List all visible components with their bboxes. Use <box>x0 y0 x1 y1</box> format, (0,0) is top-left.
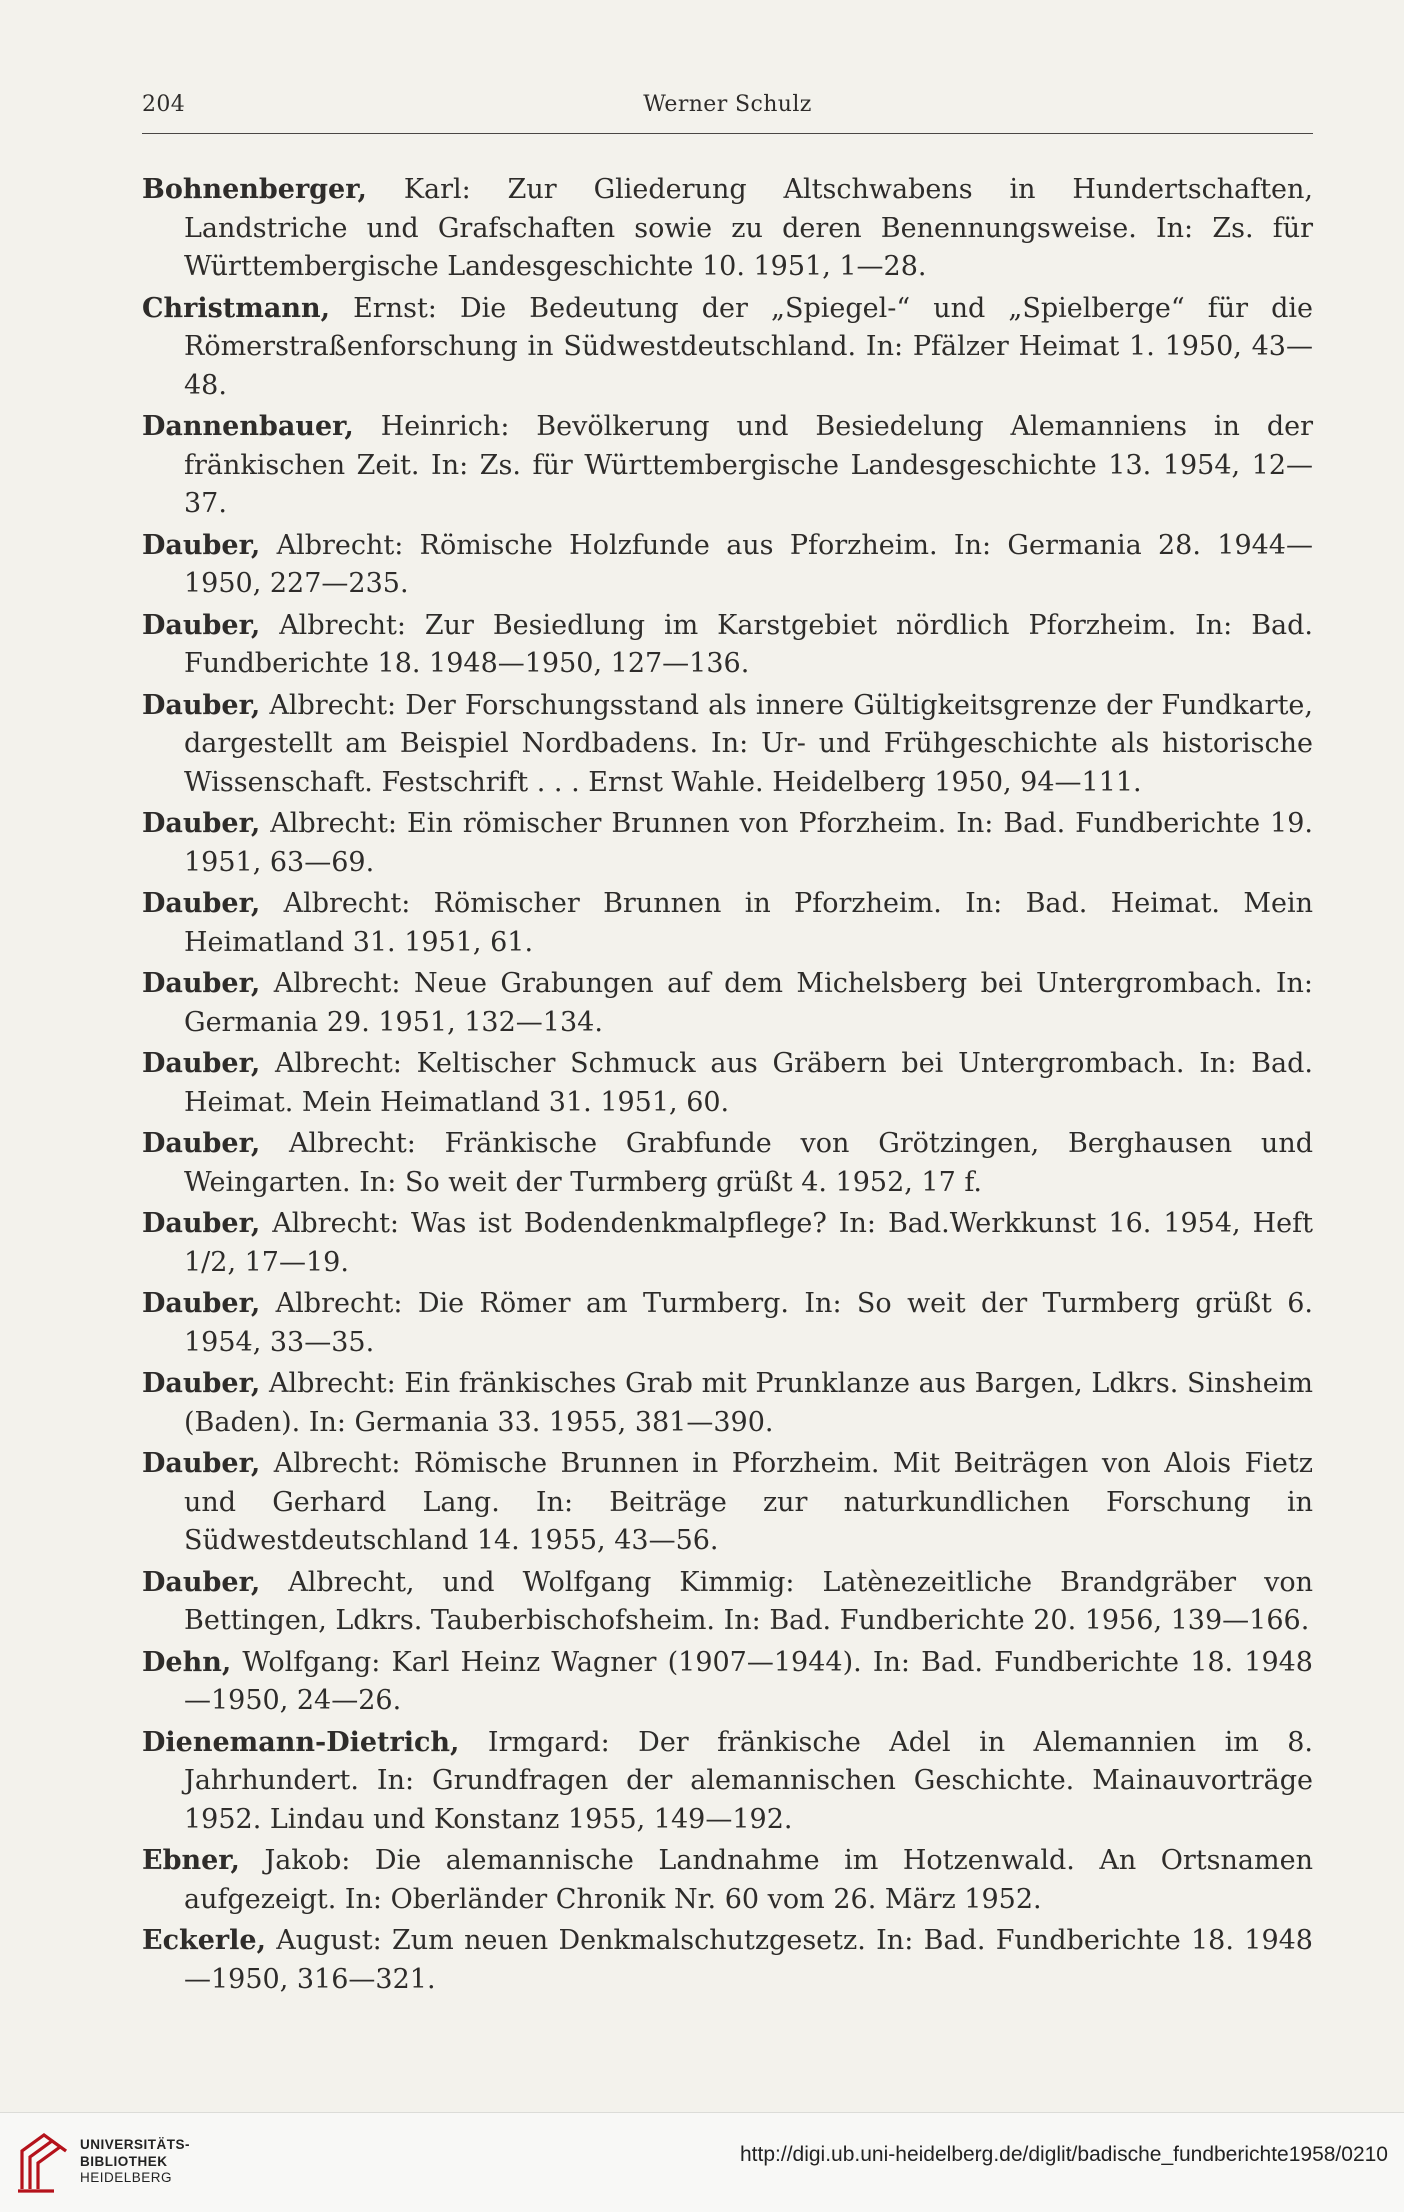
entry-author: Dienemann-Dietrich, <box>142 1726 460 1758</box>
entry-author: Dauber, <box>142 1566 261 1598</box>
bibliography-entry <box>142 1045 1313 1122</box>
bibliography-entry <box>142 1644 1313 1721</box>
entry-author: Dehn, <box>142 1646 232 1678</box>
bibliography-list <box>142 171 1313 2002</box>
bibliography-entry <box>142 408 1313 524</box>
entry-author: Dauber, <box>142 1128 261 1159</box>
entry-text: Irmgard: Der fränkische Adel in Alemannien im 8. Jahrhundert. In: Grundfragen der alemannischen Geschichte. Mainauvorträge 1952. Lindau und Konstanz 1955, 149—192. <box>184 1726 1313 1835</box>
bibliography-entry <box>142 607 1313 684</box>
entry-author: Dauber, <box>142 1288 261 1319</box>
page-number: 204 <box>142 92 186 117</box>
bibliography-entry <box>142 1285 1313 1362</box>
entry-author: Dauber, <box>142 1368 261 1399</box>
bibliography-entry <box>142 687 1313 803</box>
entry-text: Jakob: Die alemannische Landnahme im Hotzenwald. An Ortsnamen aufgezeigt. In: Oberländer Chronik Nr. 60 vom 26. März 1952. <box>184 1845 1313 1915</box>
entry-text: Albrecht: Römische Brunnen in Pforzheim. Mit Beiträgen von Alois Fietz und Gerhard Lang. In: Beiträge zur naturkundlichen Forschung in Südwestdeutschland 14. 1955, 43—56. <box>184 1448 1313 1556</box>
bibliography-entry <box>142 1365 1313 1442</box>
entry-text: Albrecht: Fränkische Grabfunde von Grötzingen, Berghausen und Weingarten. In: So weit der Turmberg grüßt 4. 1952, 17 f. <box>184 1128 1313 1198</box>
entry-text: Karl: Zur Gliederung Altschwabens in Hundertschaften, Landstriche und Grafschaften sowie zu deren Benennungsweise. In: Zs. für Württembergische Landesgeschichte 10. 1951, 1—28. <box>184 174 1313 282</box>
entry-author: Dauber, <box>142 1048 261 1079</box>
entry-text: Albrecht: Der Forschungsstand als innere Gültigkeitsgrenze der Fundkarte, dargestellt am Beispiel Nordbadens. In: Ur- und Frühgeschichte als historische Wissenschaft. Festschrift . . . Ernst Wahle. Heidelberg 1950, 94—111. <box>184 689 1313 798</box>
entry-text: Albrecht: Ein fränkisches Grab mit Prunklanze aus Bargen, Ldkrs. Sinsheim (Baden). In: Germania 33. 1955, 381—390. <box>184 1368 1313 1438</box>
entry-text: Albrecht: Die Römer am Turmberg. In: So weit der Turmberg grüßt 6. 1954, 33—35. <box>184 1288 1313 1358</box>
permalink-url[interactable]: http://digi.ub.uni-heidelberg.de/diglit/badische_fundberichte1958/0210 <box>740 2143 1388 2166</box>
library-name <box>80 2137 190 2187</box>
entry-text: Albrecht, und Wolfgang Kimmig: Latènezeitliche Brandgräber von Bettingen, Ldkrs. Tauberbischofsheim. In: Bad. Fundberichte 20. 1956, 139—166. <box>184 1566 1313 1636</box>
entry-author: Ebner, <box>142 1845 240 1876</box>
bibliography-entry <box>142 1205 1313 1282</box>
entry-text: Heinrich: Bevölkerung und Besiedelung Alemanniens in der fränkischen Zeit. In: Zs. für Württembergische Landesgeschichte 13. 1954, 12—37. <box>184 411 1313 519</box>
entry-author: Dauber, <box>142 1208 261 1239</box>
entry-author: Dannenbauer, <box>142 411 354 442</box>
bibliography-entry <box>142 171 1313 287</box>
bibliography-entry <box>142 1842 1313 1919</box>
entry-text: Albrecht: Was ist Bodendenkmalpflege? In: Bad.Werkkunst 16. 1954, Heft 1/2, 17—19. <box>184 1208 1313 1278</box>
entry-text: Albrecht: Zur Besiedlung im Karstgebiet nördlich Pforzheim. In: Bad. Fundberichte 18. 1948—1950, 127—136. <box>184 609 1313 679</box>
bibliography-entry <box>142 290 1313 406</box>
entry-author: Dauber, <box>142 808 261 839</box>
university-library-logo-icon <box>14 2129 74 2195</box>
entry-author: Dauber, <box>142 888 261 919</box>
entry-author: Bohnenberger, <box>142 174 367 205</box>
library-name-line: BIBLIOTHEK <box>80 2153 168 2169</box>
bibliography-entry <box>142 805 1313 882</box>
page-header <box>142 92 1313 132</box>
entry-author: Dauber, <box>142 609 261 641</box>
entry-author: Eckerle, <box>142 1925 266 1956</box>
entry-text: August: Zum neuen Denkmalschutzgesetz. In: Bad. Fundberichte 18. 1948—1950, 316—321. <box>184 1925 1313 1995</box>
entry-text: Albrecht: Neue Grabungen auf dem Michelsberg bei Untergrombach. In: Germania 29. 1951, 132—134. <box>184 968 1313 1038</box>
entry-text: Ernst: Die Bedeutung der „Spiegel-“ und „Spielberge“ für die Römerstraßenforschung in Südwestdeutschland. In: Pfälzer Heimat 1. 1950, 43—48. <box>184 292 1313 401</box>
entry-author: Dauber, <box>142 689 261 721</box>
bibliography-entry <box>142 885 1313 962</box>
entry-author: Dauber, <box>142 529 261 561</box>
bibliography-entry <box>142 527 1313 604</box>
header-rule <box>142 133 1313 134</box>
viewer-footer <box>0 2112 1404 2212</box>
running-title: Werner Schulz <box>643 92 812 117</box>
bibliography-entry <box>142 1922 1313 1999</box>
bibliography-entry <box>142 1724 1313 1840</box>
bibliography-entry <box>142 1125 1313 1202</box>
entry-author: Dauber, <box>142 968 261 999</box>
entry-text: Albrecht: Ein römischer Brunnen von Pforzheim. In: Bad. Fundberichte 19. 1951, 63—69. <box>184 808 1313 878</box>
library-name-line: UNIVERSITÄTS- <box>80 2137 191 2152</box>
entry-text: Albrecht: Keltischer Schmuck aus Gräbern bei Untergrombach. In: Bad. Heimat. Mein Heimatland 31. 1951, 60. <box>184 1048 1313 1118</box>
bibliography-entry <box>142 1445 1313 1561</box>
entry-text: Albrecht: Römischer Brunnen in Pforzheim. In: Bad. Heimat. Mein Heimatland 31. 1951, 61. <box>184 888 1313 958</box>
entry-author: Christmann, <box>142 292 330 324</box>
entry-text: Albrecht: Römische Holzfunde aus Pforzheim. In: Germania 28. 1944—1950, 227—235. <box>184 529 1313 599</box>
library-name-line: HEIDELBERG <box>80 2170 173 2185</box>
bibliography-entry <box>142 965 1313 1042</box>
bibliography-entry <box>142 1564 1313 1641</box>
entry-text: Wolfgang: Karl Heinz Wagner (1907—1944). In: Bad. Fundberichte 18. 1948—1950, 24—26. <box>184 1646 1313 1716</box>
entry-author: Dauber, <box>142 1448 261 1479</box>
